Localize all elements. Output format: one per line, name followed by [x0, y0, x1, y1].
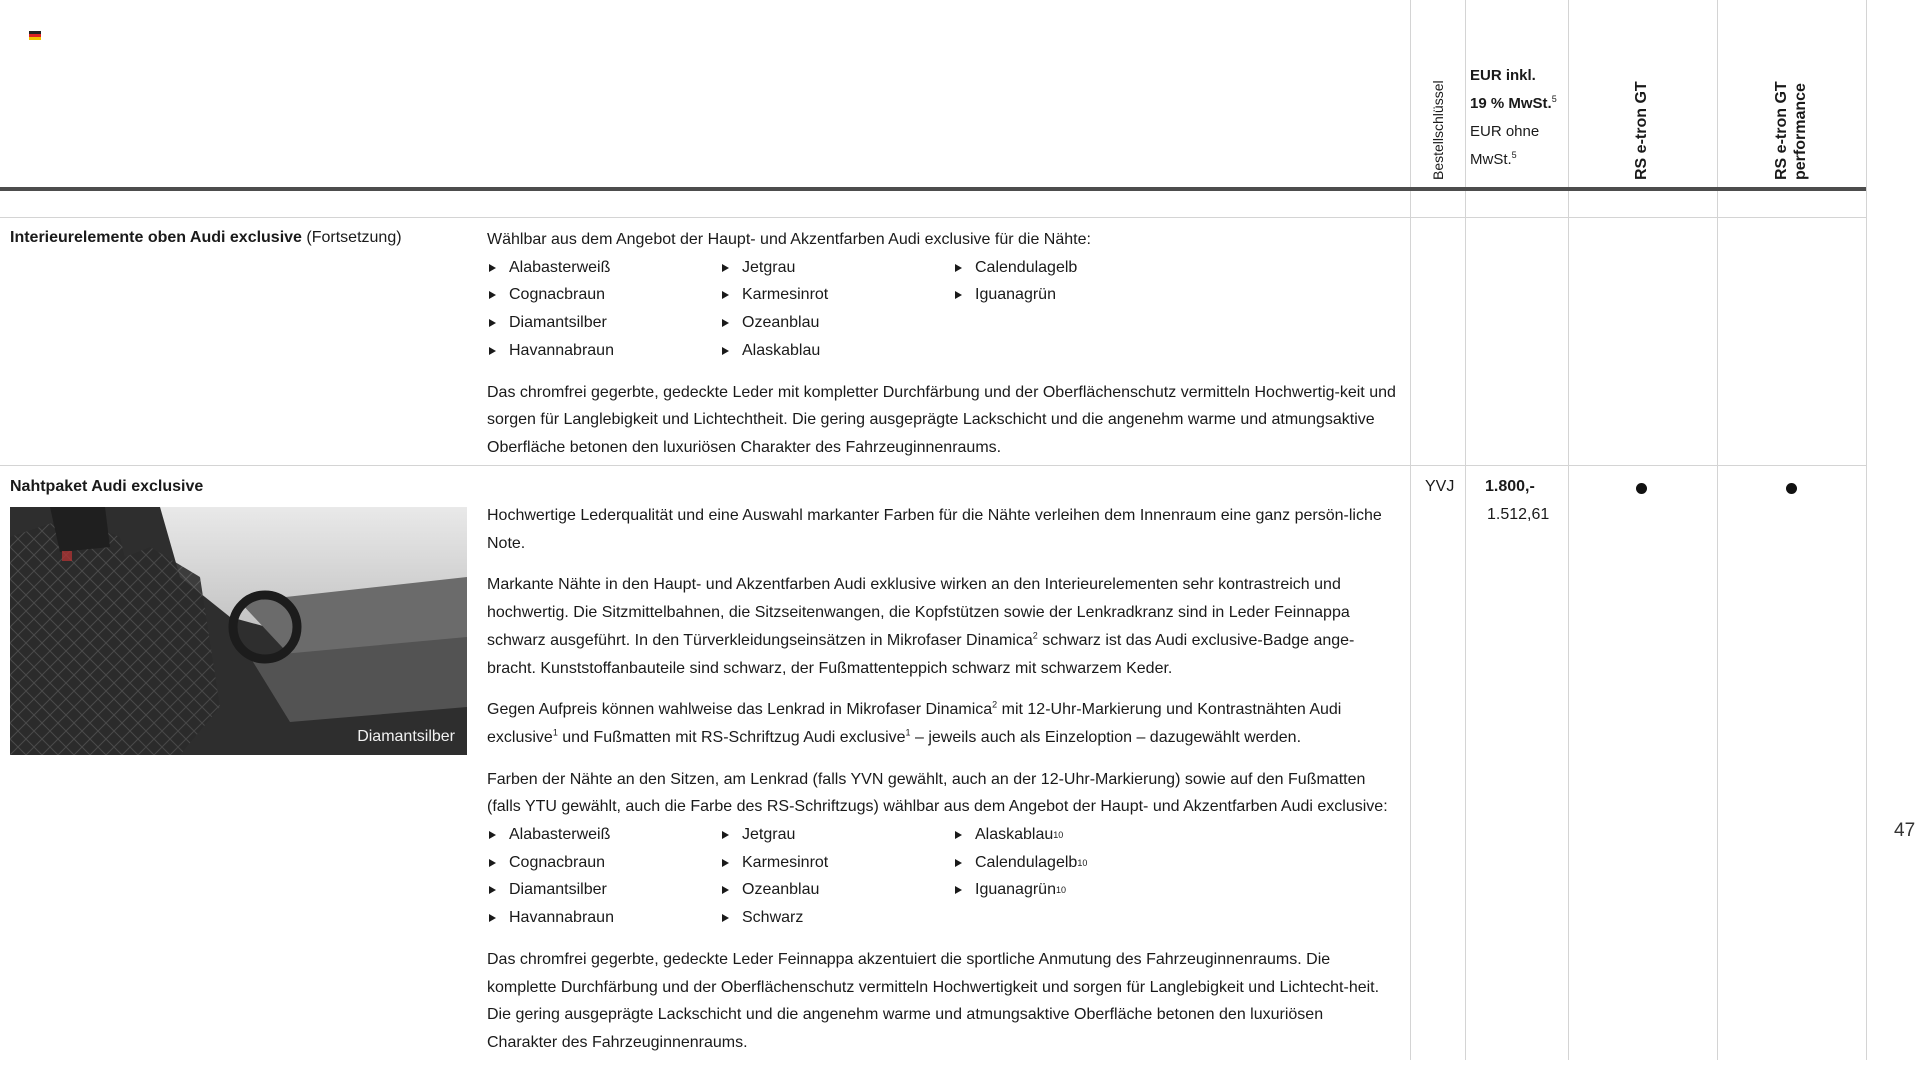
bullet-triangle-icon	[489, 264, 496, 272]
color-list-item	[953, 337, 1186, 365]
color-name: Diamantsilber	[509, 314, 607, 332]
color-list-item	[720, 821, 953, 849]
color-name: Diamantsilber	[509, 881, 607, 899]
color-name: Karmesinrot	[742, 853, 829, 871]
color-list-item	[487, 876, 720, 904]
color-list-item	[487, 821, 720, 849]
image-caption: Diamantsilber	[357, 728, 455, 745]
color-list-item	[953, 309, 1186, 337]
color-list-item	[487, 309, 720, 337]
header-model-rs-etron-gt: RS e-tron GT	[1633, 81, 1650, 180]
color-list-item	[953, 904, 1186, 932]
color-list-item	[720, 254, 953, 282]
color-list-item	[487, 281, 720, 309]
color-name: Havannabraun	[509, 341, 614, 359]
color-name: Calendulagelb	[975, 258, 1078, 276]
color-name: Iguanagrün	[975, 881, 1056, 899]
bullet-triangle-icon	[722, 264, 729, 272]
bullet-triangle-icon	[955, 264, 962, 272]
color-name: Calendulagelb	[975, 853, 1078, 871]
color-list-item	[487, 849, 720, 877]
color-list-item: Iguanagrün 10	[953, 876, 1186, 904]
bullet-triangle-icon	[489, 831, 496, 839]
color-list-item	[487, 254, 720, 282]
row2-description: Hochwertige Lederqualität und eine Auswahl markanter Farben für die Nähte verleihen dem Innenraum eine ganz persön-liche Note. Markante Nähte in den Haupt- und Akzentfarben Audi exklusive wirken an den Interieurelementen sehr kontrastreich und hochwertig. Die Sitzmittelbahnen, die Sitzseitenwangen, die Kopfstützen sowie der Lenkradkranz sind in Leder Feinnappa schwarz ausgeführt. In den Türverkleidungseinsätzen in Mikrofaser Dinamica$^2$ schwarz ist das Audi exclusive-Badge ange-bracht. Kunststoffanbauteile sind schwarz, der Fußmattenteppich schwarz mit schwarzem Keder. Gegen Aufpreis können wahlweise das Lenkrad in Mikrofaser Dinamica$^2$ mit 12-Uhr-Markierung und Kontrastnähten Audi exclusive$^1$ und Fußmatten mit RS-Schriftzug Audi exclusive$^1$ – jeweils auch als Einzeloption – dazugewählt werden. Farben der Nähte an den Sitzen, am Lenkrad (falls YVN gewählt, auch an der 12-Uhr-Markierung) sowie auf den Fußmatten (falls YTU gewählt, auch die Farbe des RS-Schriftzugs) wählbar aus dem Angebot der Haupt- und Akzentfarben Audi exclusive: Alabasterweiß Jetgrau Alaskablau 10 Cognacbraun Karmesinrot Calendulagelb 10 Diamantsilber Ozeanblau Iguanagrün 10 Havannabraun Schwarz Das chromfrei gegerbte, gedeckte Leder Feinnappa akzentuiert die sportliche Anmutung des Fahrzeuginnenraums. Die komplette Durchfärbung und der Oberflächenschutz vermitteln Hochwertigkeit und sorgen für Langlebigkeit und Lichtecht-heit. Die gering ausgeprägte Lackschicht und die angenehm warme und atmungsaktive Oberfläche betonen den luxuriösen Charakter des Fahrzeuginnenraums.	[487, 502, 1397, 1071]
color-list-item	[720, 309, 953, 337]
color-name: Alaskablau	[975, 826, 1054, 844]
color-name: Alabasterweiß	[509, 258, 611, 276]
color-list-item	[487, 904, 720, 932]
color-name: Schwarz	[742, 909, 804, 927]
bullet-triangle-icon	[489, 319, 496, 327]
bullet-triangle-icon	[489, 291, 496, 299]
row1-title: Interieurelemente oben Audi exclusive (Fortsetzung)	[10, 229, 402, 246]
price-incl-vat: 1.800,-	[1485, 478, 1535, 495]
row2-color-list	[487, 821, 1397, 932]
color-list-item	[720, 337, 953, 365]
bullet-triangle-icon	[955, 859, 962, 867]
color-name: Ozeanblau	[742, 314, 820, 332]
bullet-triangle-icon	[489, 859, 496, 867]
color-list-item	[953, 254, 1186, 282]
row1-color-list	[487, 254, 1397, 365]
page-number: 47	[1894, 820, 1916, 841]
header-price: EUR inkl. 19 % MwSt.$^5$ EUR ohne MwSt.$^5$	[1470, 67, 1557, 168]
color-name: Karmesinrot	[742, 286, 829, 304]
bullet-triangle-icon	[722, 347, 729, 355]
bullet-triangle-icon	[722, 319, 729, 327]
col-divider	[1866, 0, 1867, 1060]
car-interior-image	[10, 507, 467, 755]
availability-dot-rs-etron-gt	[1636, 483, 1647, 494]
availability-dot-rs-etron-gt-performance	[1786, 483, 1797, 494]
color-list-item	[953, 281, 1186, 309]
bullet-triangle-icon	[489, 347, 496, 355]
bullet-triangle-icon	[955, 831, 962, 839]
row1-description: Wählbar aus dem Angebot der Haupt- und Akzentfarben Audi exclusive für die Nähte: Alabasterweiß Jetgrau Calendulagelb Cognacbraun Karmesinrot Iguanagrün Diamantsilber Ozeanblau Havannabraun Alaskablau Das chromfrei gegerbte, gedeckte Leder mit kompletter Durchfärbung und der Oberflächenschutz vermitteln Hochwertig-keit und sorgen für Langlebigkeit und Lichtechtheit. Die gering ausgeprägte Lackschicht und die angenehm warme und atmungsaktive Oberfläche betonen den luxuriösen Charakter des Fahrzeuginnenraums.	[487, 231, 1396, 456]
order-code: YVJ	[1425, 478, 1455, 495]
col-divider	[1568, 0, 1569, 1060]
color-list-item	[720, 281, 953, 309]
color-name: Alabasterweiß	[509, 826, 611, 844]
color-name: Ozeanblau	[742, 881, 820, 899]
row2-title: Nahtpaket Audi exclusive	[10, 478, 204, 495]
col-divider	[1465, 0, 1466, 1060]
col-divider	[1410, 0, 1411, 1060]
color-name: Cognacbraun	[509, 853, 606, 871]
color-list-item: Calendulagelb 10	[953, 849, 1186, 877]
color-name: Iguanagrün	[975, 286, 1056, 304]
color-list-item	[487, 337, 720, 365]
color-name: Alaskablau	[742, 341, 821, 359]
price-excl-vat: 1.512,61	[1487, 506, 1550, 523]
row-divider	[0, 217, 1866, 218]
color-name: Jetgrau	[742, 826, 796, 844]
header-rule	[0, 187, 1866, 191]
bullet-triangle-icon	[955, 291, 962, 299]
header-order-key: Bestellschlüssel	[1430, 80, 1446, 180]
bullet-triangle-icon	[722, 291, 729, 299]
bullet-triangle-icon	[489, 886, 496, 894]
color-list-item	[720, 904, 953, 932]
color-list-item: Alaskablau 10	[953, 821, 1186, 849]
interior-photo	[10, 507, 467, 755]
color-name: Cognacbraun	[509, 286, 606, 304]
color-list-item	[720, 849, 953, 877]
color-name: Havannabraun	[509, 909, 614, 927]
bullet-triangle-icon	[489, 914, 496, 922]
color-name: Jetgrau	[742, 258, 796, 276]
bullet-triangle-icon	[722, 886, 729, 894]
color-list-item	[720, 876, 953, 904]
bullet-triangle-icon	[722, 914, 729, 922]
bullet-triangle-icon	[722, 859, 729, 867]
bullet-triangle-icon	[722, 831, 729, 839]
header-model-rs-etron-gt-performance: RS e-tron GT performance	[1773, 81, 1809, 180]
language-flag-icon[interactable]	[29, 31, 41, 40]
col-divider	[1717, 0, 1718, 1060]
bullet-triangle-icon	[955, 886, 962, 894]
